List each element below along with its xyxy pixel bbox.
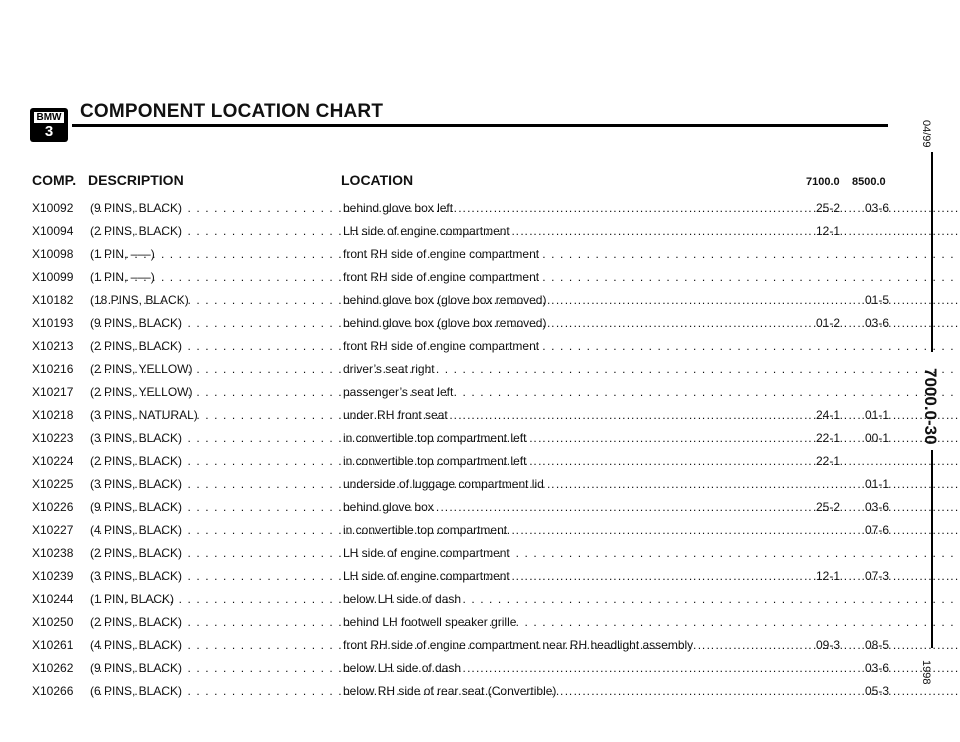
leader-dots — [343, 223, 960, 239]
description: (9 PINS, BLACK) — [90, 500, 183, 514]
ref-7100: 25-2 — [815, 201, 841, 215]
ref-8500: 03-6 — [864, 316, 890, 330]
page-title: COMPONENT LOCATION CHART — [80, 101, 384, 122]
description: (4 PINS, BLACK) — [90, 638, 183, 652]
table-row — [0, 430, 900, 453]
table-row — [0, 384, 900, 407]
component-id: X10266 — [32, 684, 74, 698]
location: LH side of engine compartment — [343, 569, 510, 583]
leader-dots — [90, 384, 960, 400]
description: (3 PINS, BLACK) — [90, 477, 183, 491]
model-year: 1998 — [920, 660, 932, 685]
table-row — [0, 499, 900, 522]
table-row — [0, 361, 900, 384]
component-table — [0, 200, 900, 706]
table-row — [0, 269, 900, 292]
location: front RH side of engine compartment — [343, 339, 540, 353]
ref-7100: 22-1 — [815, 431, 841, 445]
ref-8500: 07-3 — [864, 569, 890, 583]
ref-7100: 22-1 — [815, 454, 841, 468]
col-header-ref-b: 8500.0 — [852, 176, 886, 188]
table-row — [0, 660, 900, 683]
description: (9 PINS, BLACK) — [90, 316, 183, 330]
component-id: X10226 — [32, 500, 74, 514]
ref-7100: 12-1 — [815, 224, 841, 238]
component-id: X10261 — [32, 638, 74, 652]
component-id: X10213 — [32, 339, 74, 353]
ref-8500: 03-6 — [864, 661, 890, 675]
location: passenger’s seat left — [343, 385, 454, 399]
table-row — [0, 545, 900, 568]
col-header-location: LOCATION — [341, 172, 414, 188]
leader-dots — [90, 591, 960, 607]
description: (2 PINS, BLACK) — [90, 224, 183, 238]
location: LH side of engine compartment — [343, 546, 510, 560]
margin-line-top — [931, 152, 933, 352]
location: behind glove box left — [343, 201, 454, 215]
bmw-3-series-logo — [30, 108, 68, 142]
table-row — [0, 292, 900, 315]
description: (1 PIN, BLACK) — [90, 592, 175, 606]
table-row — [0, 591, 900, 614]
description: (2 PINS, BLACK) — [90, 339, 183, 353]
table-row — [0, 683, 900, 706]
col-header-comp: COMP. — [32, 172, 77, 188]
description: (3 PINS, BLACK) — [90, 569, 183, 583]
table-row — [0, 637, 900, 660]
ref-7100: 12-1 — [815, 569, 841, 583]
ref-8500: 05-3 — [864, 684, 890, 698]
component-id: X10223 — [32, 431, 74, 445]
component-id: X10217 — [32, 385, 74, 399]
table-row — [0, 246, 900, 269]
ref-8500: 03-6 — [864, 500, 890, 514]
description: (2 PINS, BLACK) — [90, 546, 183, 560]
ref-7100: 24-1 — [815, 408, 841, 422]
ref-8500: 00-1 — [864, 431, 890, 445]
col-header-ref-a: 7100.0 — [806, 176, 840, 188]
location: driver’s seat right — [343, 362, 435, 376]
ref-8500: 07-6 — [864, 523, 890, 537]
location: behind glove box — [343, 500, 434, 514]
location: LH side of engine compartment — [343, 224, 510, 238]
margin-line-bottom — [931, 450, 933, 648]
description: (6 PINS, BLACK) — [90, 684, 183, 698]
table-row — [0, 338, 900, 361]
component-id: X10098 — [32, 247, 74, 261]
description: (2 PINS, BLACK) — [90, 615, 183, 629]
description: (2 PINS, YELLOW) — [90, 362, 193, 376]
location: below LH side of dash — [343, 661, 462, 675]
table-row — [0, 614, 900, 637]
component-id: X10218 — [32, 408, 74, 422]
leader-dots — [90, 545, 960, 561]
col-header-description: DESCRIPTION — [88, 172, 184, 188]
location: front RH side of engine compartment — [343, 247, 540, 261]
table-row — [0, 223, 900, 246]
title-rule — [72, 124, 888, 127]
leader-dots — [343, 453, 960, 469]
ref-7100: 09-3 — [815, 638, 841, 652]
location: front RH side of engine compartment — [343, 270, 540, 284]
component-id: X10193 — [32, 316, 74, 330]
component-id: X10182 — [32, 293, 74, 307]
description: (3 PINS, NATURAL) — [90, 408, 198, 422]
table-row — [0, 200, 900, 223]
component-id: X10094 — [32, 224, 74, 238]
location: underside of luggage compartment lid — [343, 477, 544, 491]
component-id: X10099 — [32, 270, 74, 284]
table-row — [0, 315, 900, 338]
location: in convertible top compartment — [343, 523, 508, 537]
table-row — [0, 568, 900, 591]
description: (9 PINS, BLACK) — [90, 661, 183, 675]
location: below RH side of rear seat (Convertible) — [343, 684, 557, 698]
description: (1 PIN, –––) — [90, 247, 155, 261]
ref-8500: 03-6 — [864, 201, 890, 215]
component-id: X10262 — [32, 661, 74, 675]
component-id: X10092 — [32, 201, 74, 215]
table-row — [0, 407, 900, 430]
description: (4 PINS, BLACK) — [90, 523, 183, 537]
component-id: X10239 — [32, 569, 74, 583]
location: front RH side of engine compartment near RH headlight assembly — [343, 638, 694, 652]
location: behind LH footwell speaker grille — [343, 615, 517, 629]
table-row — [0, 476, 900, 499]
description: (2 PINS, YELLOW) — [90, 385, 193, 399]
leader-dots — [90, 614, 960, 630]
location: in convertible top compartment left — [343, 454, 527, 468]
location: behind glove box (glove box removed) — [343, 316, 547, 330]
location: in convertible top compartment left — [343, 431, 527, 445]
ref-8500: 01-1 — [864, 408, 890, 422]
leader-dots — [90, 361, 960, 377]
component-id: X10224 — [32, 454, 74, 468]
ref-8500: 01-1 — [864, 477, 890, 491]
logo-brand: BMW — [34, 112, 64, 123]
table-row — [0, 453, 900, 476]
revision-date: 04/99 — [920, 120, 932, 148]
component-id: X10225 — [32, 477, 74, 491]
description: (18 PINS, BLACK) — [90, 293, 189, 307]
logo-series: 3 — [44, 123, 54, 140]
table-row — [0, 522, 900, 545]
ref-8500: 08-5 — [864, 638, 890, 652]
location: under RH front seat — [343, 408, 448, 422]
component-id: X10227 — [32, 523, 74, 537]
description: (2 PINS, BLACK) — [90, 454, 183, 468]
page-number: 7000.0-30 — [921, 368, 940, 445]
description: (9 PINS, BLACK) — [90, 201, 183, 215]
ref-7100: 01-2 — [815, 316, 841, 330]
component-id: X10216 — [32, 362, 74, 376]
component-id: X10250 — [32, 615, 74, 629]
location: below LH side of dash — [343, 592, 462, 606]
description: (3 PINS, BLACK) — [90, 431, 183, 445]
ref-8500: 01-5 — [864, 293, 890, 307]
component-id: X10244 — [32, 592, 74, 606]
component-id: X10238 — [32, 546, 74, 560]
description: (1 PIN, –––) — [90, 270, 155, 284]
ref-7100: 25-2 — [815, 500, 841, 514]
location: behind glove box (glove box removed) — [343, 293, 547, 307]
